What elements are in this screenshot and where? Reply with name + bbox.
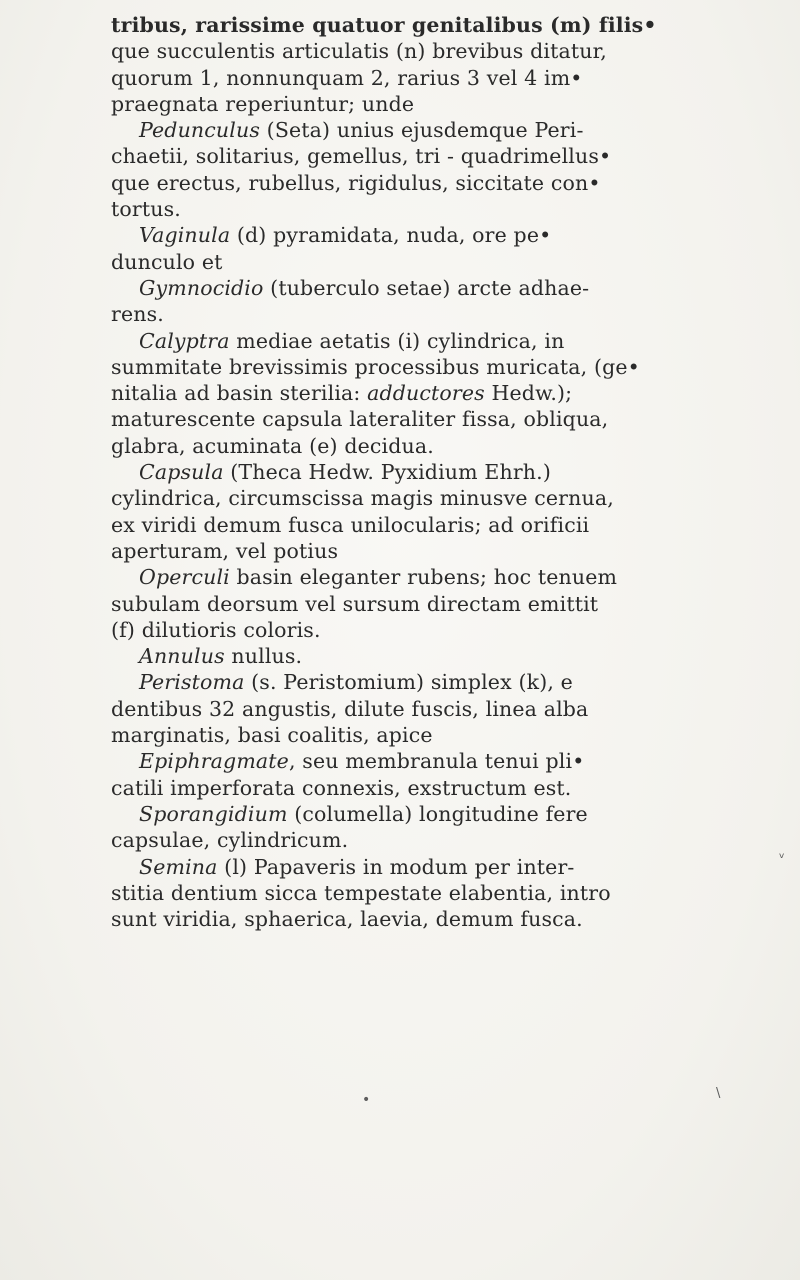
botanical-term: Gymnocidio bbox=[139, 275, 264, 300]
text-line: dentibus 32 angustis, dilute fuscis, linea alba bbox=[111, 696, 589, 721]
text-line: que succulentis articulatis (n) brevibus ditatur, bbox=[111, 39, 607, 64]
text-line: summitate brevissimis processibus muricata, (ge• bbox=[111, 354, 640, 379]
line-text: (d) pyramidata, nuda, ore pe• bbox=[230, 223, 552, 248]
text-line bbox=[111, 117, 771, 143]
text-line bbox=[111, 328, 771, 354]
text-line: praegnata reperiuntur; unde bbox=[111, 91, 415, 116]
botanical-term: Operculi bbox=[139, 565, 230, 590]
line-text: (Theca Hedw. Pyxidium Ehrh.) bbox=[223, 460, 551, 485]
text-line: tortus. bbox=[111, 197, 181, 222]
line-text: basin eleganter rubens; hoc tenuem bbox=[229, 565, 618, 590]
text-line bbox=[111, 275, 771, 301]
text-line: maturescente capsula lateraliter fissa, obliqua, bbox=[111, 407, 609, 432]
text-line: glabra, acuminata (e) decidua. bbox=[111, 433, 434, 458]
text-line bbox=[111, 801, 771, 827]
text-line bbox=[111, 643, 771, 669]
text-line bbox=[111, 459, 771, 485]
text-line bbox=[111, 380, 771, 406]
botanical-term: Capsula bbox=[139, 460, 224, 485]
line-text: nullus. bbox=[224, 644, 303, 669]
line-text: (Seta) unius ejusdemque Peri- bbox=[260, 118, 584, 143]
text-line: rens. bbox=[111, 302, 164, 327]
text-line: cylindrica, circumscissa magis minusve cernua, bbox=[111, 486, 614, 511]
corner-speck: \ bbox=[716, 1086, 721, 1101]
text-line bbox=[111, 669, 771, 695]
botanical-term: Pedunculus bbox=[139, 118, 260, 143]
botanical-term: adductores bbox=[367, 381, 485, 406]
text-line: (f) dilutioris coloris. bbox=[111, 617, 321, 642]
line-text: nitalia ad basin sterilia: bbox=[111, 381, 368, 406]
line-text: , seu membranula tenui pli• bbox=[288, 749, 585, 774]
text-line bbox=[111, 222, 771, 248]
margin-tick-mark: ᵥ bbox=[779, 846, 785, 862]
botanical-term: Sporangidium bbox=[139, 801, 288, 826]
text-line: chaetii, solitarius, gemellus, tri - quadrimellus• bbox=[111, 144, 612, 169]
text-line: stitia dentium sicca tempestate elabentia, intro bbox=[111, 880, 611, 905]
text-line: catili imperforata connexis, exstructum est. bbox=[111, 775, 572, 800]
botanical-term: Peristoma bbox=[139, 670, 245, 695]
text-line: tribus, rarissime quatuor genitalibus (m) filis• bbox=[111, 13, 657, 37]
botanical-term: Annulus bbox=[139, 644, 225, 669]
botanical-term: Semina bbox=[139, 854, 218, 879]
botanical-term: Vaginula bbox=[139, 223, 231, 248]
botanical-term: Epiphragmate bbox=[139, 749, 289, 774]
text-line: aperturam, vel potius bbox=[111, 538, 339, 563]
text-line bbox=[111, 564, 771, 590]
text-line: dunculo et bbox=[111, 249, 223, 274]
text-line: marginatis, basi coalitis, apice bbox=[111, 723, 433, 748]
bullet-speck: • bbox=[362, 1092, 371, 1108]
text-line bbox=[111, 854, 771, 880]
text-line: que erectus, rubellus, rigidulus, siccitate con• bbox=[111, 170, 601, 195]
text-line: quorum 1, nonnunquam 2, rarius 3 vel 4 im• bbox=[111, 65, 583, 90]
line-text: (s. Peristomium) simplex (k), e bbox=[244, 670, 573, 695]
line-text: (l) Papaveris in modum per inter- bbox=[217, 854, 575, 879]
line-text: Hedw.); bbox=[484, 381, 573, 406]
latin-description-text bbox=[111, 12, 771, 932]
text-line: subulam deorsum vel sursum directam emittit bbox=[111, 591, 599, 616]
botanical-term: Calyptra bbox=[139, 328, 230, 353]
text-line bbox=[111, 748, 771, 774]
text-line: ex viridi demum fusca unilocularis; ad orificii bbox=[111, 512, 590, 537]
line-text: mediae aetatis (i) cylindrica, in bbox=[229, 328, 565, 353]
text-line: sunt viridia, sphaerica, laevia, demum fusca. bbox=[111, 907, 583, 932]
line-text: (columella) longitudine fere bbox=[287, 801, 588, 826]
text-line: capsulae, cylindricum. bbox=[111, 828, 349, 853]
line-text: (tuberculo setae) arcte adhae- bbox=[263, 275, 590, 300]
